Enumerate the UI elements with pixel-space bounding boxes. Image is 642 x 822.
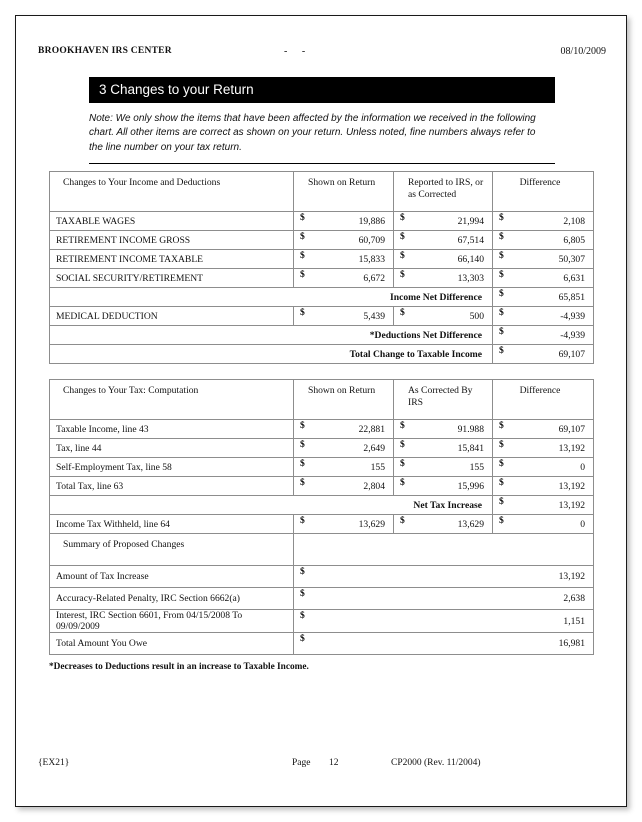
income-net-difference-row	[50, 288, 594, 307]
row-label: Accuracy-Related Penalty, IRC Section 6662(a)	[50, 588, 294, 610]
table-row	[50, 307, 594, 326]
value: 69,107	[558, 423, 585, 435]
header-summary-title: Summary of Proposed Changes	[50, 534, 294, 566]
row-label: SOCIAL SECURITY/RETIREMENT	[50, 269, 294, 288]
row-reported	[394, 212, 493, 231]
row-label: MEDICAL DEDUCTION	[50, 307, 294, 326]
header-description: Changes to Your Income and Deductions	[50, 172, 294, 212]
row-difference	[493, 307, 594, 326]
value: 6,672	[363, 272, 385, 284]
currency-symbol: $	[400, 515, 405, 526]
currency-symbol: $	[400, 420, 405, 431]
deductions-net-difference-row	[50, 326, 594, 345]
table-row	[50, 610, 594, 633]
currency-symbol: $	[300, 477, 305, 488]
page-number: 12	[329, 758, 339, 768]
currency-symbol: $	[300, 269, 305, 280]
value: 2,108	[563, 215, 585, 227]
row-label: Interest, IRC Section 6601, From 04/15/2008 To 09/09/2009	[50, 610, 294, 633]
value: 50,307	[558, 253, 585, 265]
table-row	[50, 212, 594, 231]
currency-symbol: $	[300, 420, 305, 431]
row-shown	[294, 231, 394, 250]
header-difference: Difference	[493, 380, 594, 420]
currency-symbol: $	[499, 496, 504, 507]
note-divider	[89, 163, 555, 164]
value: 22,881	[358, 423, 385, 435]
value: 6,631	[563, 272, 585, 284]
currency-symbol: $	[499, 250, 504, 261]
deductions-footnote: *Decreases to Deductions result in an increase to Taxable Income.	[49, 662, 309, 672]
row-difference	[493, 515, 594, 534]
value: 13,192	[558, 499, 585, 511]
currency-symbol: $	[300, 633, 305, 644]
document-page	[15, 15, 627, 807]
row-label: Self-Employment Tax, line 58	[50, 458, 294, 477]
row-corrected	[394, 420, 493, 439]
currency-symbol: $	[400, 250, 405, 261]
row-difference	[493, 439, 594, 458]
currency-symbol: $	[499, 515, 504, 526]
row-reported	[394, 250, 493, 269]
value: 500	[469, 310, 484, 322]
value: 2,638	[563, 593, 585, 604]
row-shown	[294, 439, 394, 458]
subtotal-value	[493, 496, 594, 515]
value: 13,629	[358, 518, 385, 530]
value: 16,981	[558, 638, 585, 649]
value: 2,804	[363, 480, 385, 492]
currency-symbol: $	[400, 439, 405, 450]
section-note: Note: We only show the items that have been affected by the information we received in the following chart. All other items are correct as shown on your return. Unless noted, fine numbers always refer to the line number on your tax return.	[89, 113, 536, 153]
value: 15,841	[457, 442, 484, 454]
currency-symbol: $	[499, 269, 504, 280]
value: 1,151	[563, 615, 585, 627]
header-difference: Difference	[493, 172, 594, 212]
row-amount	[294, 588, 594, 610]
row-difference	[493, 250, 594, 269]
currency-symbol: $	[300, 231, 305, 242]
value: 65,851	[558, 291, 585, 303]
row-corrected	[394, 458, 493, 477]
value: -4,939	[560, 310, 585, 322]
currency-symbol: $	[499, 231, 504, 242]
row-reported	[394, 231, 493, 250]
currency-symbol: $	[400, 231, 405, 242]
value: 155	[370, 461, 385, 473]
table-row	[50, 515, 594, 534]
currency-symbol: $	[400, 269, 405, 280]
currency-symbol: $	[400, 212, 405, 223]
row-shown	[294, 515, 394, 534]
currency-symbol: $	[499, 439, 504, 450]
currency-symbol: $	[499, 326, 504, 337]
currency-symbol: $	[300, 566, 305, 577]
row-difference	[493, 477, 594, 496]
value: -4,939	[560, 329, 585, 341]
row-corrected	[394, 477, 493, 496]
currency-symbol: $	[300, 610, 305, 621]
value: 69,107	[558, 348, 585, 360]
currency-symbol: $	[300, 307, 305, 318]
row-label: RETIREMENT INCOME GROSS	[50, 231, 294, 250]
subtotal-label: *Deductions Net Difference	[50, 326, 493, 345]
value: 15,833	[358, 253, 385, 265]
currency-symbol: $	[499, 420, 504, 431]
header-shown-on-return: Shown on Return	[294, 380, 394, 420]
header-description: Changes to Your Tax: Computation	[50, 380, 294, 420]
total-change-row	[50, 345, 594, 364]
row-difference	[493, 231, 594, 250]
value: 19,886	[358, 215, 385, 227]
row-difference	[493, 420, 594, 439]
currency-symbol: $	[400, 477, 405, 488]
currency-symbol: $	[499, 307, 504, 318]
row-label: Tax, line 44	[50, 439, 294, 458]
row-label: TAXABLE WAGES	[50, 212, 294, 231]
subtotal-value	[493, 326, 594, 345]
section-banner-title: 3 Changes to your Return	[89, 77, 555, 103]
currency-symbol: $	[300, 458, 305, 469]
value: 13,192	[558, 442, 585, 454]
row-difference	[493, 269, 594, 288]
net-tax-increase-row	[50, 496, 594, 515]
notice-date: 08/10/2009	[560, 46, 606, 57]
document-footer	[16, 758, 628, 772]
subtotal-label: Income Net Difference	[50, 288, 493, 307]
table-header-row	[50, 380, 594, 420]
subtotal-value	[493, 288, 594, 307]
page-label: Page	[292, 758, 311, 768]
row-label: Taxable Income, line 43	[50, 420, 294, 439]
document-header	[16, 46, 628, 62]
row-shown	[294, 477, 394, 496]
total-amount-owed-row	[50, 633, 594, 655]
value: 21,994	[457, 215, 484, 227]
header-blank-cell	[294, 534, 594, 566]
currency-symbol: $	[400, 307, 405, 318]
header-reported-to-irs: Reported to IRS, or as Corrected	[394, 172, 493, 212]
row-shown	[294, 212, 394, 231]
total-value	[493, 345, 594, 364]
value: 0	[580, 518, 585, 530]
currency-symbol: $	[400, 458, 405, 469]
value: 91.988	[457, 423, 484, 435]
value: 15,996	[457, 480, 484, 492]
value: 66,140	[457, 253, 484, 265]
value: 5,439	[363, 310, 385, 322]
summary-of-proposed-changes-table	[49, 533, 594, 655]
value: 60,709	[358, 234, 385, 246]
value: 67,514	[457, 234, 484, 246]
table-row	[50, 477, 594, 496]
row-label: Total Amount You Owe	[50, 633, 294, 655]
currency-symbol: $	[300, 439, 305, 450]
row-label: Income Tax Withheld, line 64	[50, 515, 294, 534]
table-row	[50, 458, 594, 477]
row-shown	[294, 250, 394, 269]
value: 0	[580, 461, 585, 473]
currency-symbol: $	[499, 477, 504, 488]
row-amount	[294, 566, 594, 588]
value: 155	[469, 461, 484, 473]
header-shown-on-return: Shown on Return	[294, 172, 394, 212]
currency-symbol: $	[499, 212, 504, 223]
currency-symbol: $	[300, 250, 305, 261]
income-deductions-table	[49, 171, 594, 364]
table-row	[50, 231, 594, 250]
row-difference	[493, 458, 594, 477]
row-shown	[294, 420, 394, 439]
table-row	[50, 250, 594, 269]
currency-symbol: $	[300, 588, 305, 599]
currency-symbol: $	[499, 345, 504, 356]
redacted-taxpayer-id: - -	[284, 46, 312, 57]
row-amount	[294, 610, 594, 633]
value: 2,649	[363, 442, 385, 454]
row-shown	[294, 307, 394, 326]
tax-computation-table	[49, 379, 594, 534]
table-row	[50, 269, 594, 288]
value: 13,629	[457, 518, 484, 530]
row-reported	[394, 269, 493, 288]
subtotal-label: Net Tax Increase	[50, 496, 493, 515]
table-row	[50, 439, 594, 458]
currency-symbol: $	[300, 515, 305, 526]
table-row	[50, 566, 594, 588]
header-as-corrected: As Corrected By IRS	[394, 380, 493, 420]
table-row	[50, 588, 594, 610]
value: 6,805	[563, 234, 585, 246]
row-reported	[394, 307, 493, 326]
row-label: RETIREMENT INCOME TAXABLE	[50, 250, 294, 269]
table-header-row	[50, 172, 594, 212]
row-corrected	[394, 515, 493, 534]
currency-symbol: $	[499, 458, 504, 469]
value: 13,303	[457, 272, 484, 284]
value: 13,192	[558, 480, 585, 492]
form-version: CP2000 (Rev. 11/2004)	[391, 758, 481, 768]
row-label: Total Tax, line 63	[50, 477, 294, 496]
row-corrected	[394, 439, 493, 458]
total-label: Total Change to Taxable Income	[50, 345, 493, 364]
row-difference	[493, 212, 594, 231]
currency-symbol: $	[300, 212, 305, 223]
exhibit-reference: {EX21}	[38, 758, 70, 768]
table-header-row	[50, 534, 594, 566]
row-label: Amount of Tax Increase	[50, 566, 294, 588]
table-row	[50, 420, 594, 439]
currency-symbol: $	[499, 288, 504, 299]
irs-center-name: BROOKHAVEN IRS CENTER	[38, 46, 172, 56]
value: 13,192	[558, 571, 585, 582]
row-amount	[294, 633, 594, 655]
row-shown	[294, 458, 394, 477]
row-shown	[294, 269, 394, 288]
